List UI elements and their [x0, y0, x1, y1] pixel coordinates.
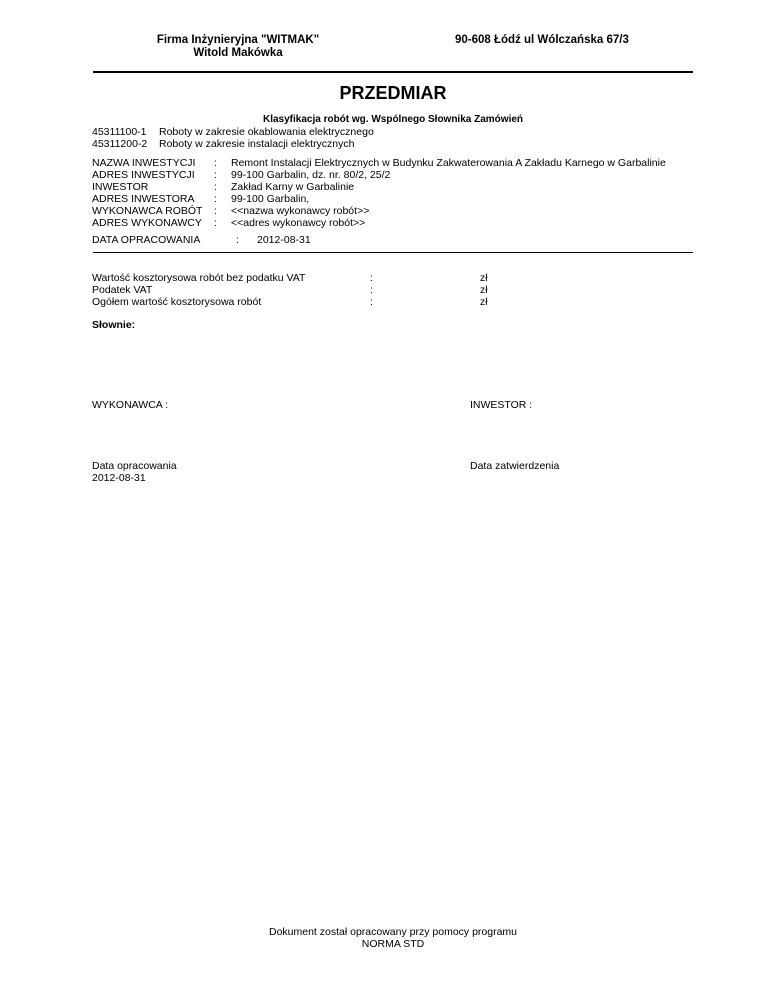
prep-date-value: 2012-08-31 [92, 472, 146, 484]
classification-label: Roboty w zakresie instalacji elektrycznych [159, 138, 355, 150]
approval-date-label: Data zatwierdzenia [470, 460, 560, 472]
info-colon: : [214, 193, 217, 205]
slownie-label: Słownie: [92, 319, 136, 331]
cost-colon: : [370, 272, 373, 284]
info-label: ADRES WYKONAWCY [92, 217, 202, 229]
investor-label: INWESTOR : [470, 399, 533, 411]
info-label: NAZWA INWESTYCJI [92, 157, 196, 169]
cost-colon: : [370, 296, 373, 308]
info-value: 99-100 Garbalin, [231, 193, 310, 205]
contractor-label: WYKONAWCA : [92, 399, 169, 411]
company-owner: Witold Makówka [193, 47, 283, 59]
classification-code: 45311100-1 [92, 126, 147, 138]
info-label: WYKONAWCA ROBÓT [92, 205, 203, 217]
info-colon: : [214, 157, 217, 169]
classification-code: 45311200-2 [92, 138, 148, 150]
info-colon: : [214, 181, 217, 193]
info-colon: : [214, 217, 217, 229]
company-address: 90-608 Łódź ul Wólczańska 67/3 [455, 34, 629, 46]
info-colon: : [214, 169, 217, 181]
info-value: <<adres wykonawcy robót>> [231, 217, 366, 229]
cost-label: Ogółem wartość kosztorysowa robót [92, 296, 262, 308]
info-value: Remont Instalacji Elektrycznych w Budynku Zakwaterowania A Zakładu Karnego w Garbalinie [231, 157, 666, 169]
cost-currency: zł [480, 284, 488, 296]
classification-heading: Klasyfikacja robót wg. Wspólnego Słownika Zamówień [262, 114, 524, 125]
header-divider [93, 71, 693, 73]
info-label: ADRES INWESTORA [92, 193, 195, 205]
info-divider [93, 252, 693, 253]
cost-colon: : [370, 284, 373, 296]
info-value: 99-100 Garbalin, dz. nr. 80/2, 25/2 [231, 169, 391, 181]
info-value: Zakład Karny w Garbalinie [231, 181, 355, 193]
cost-label: Wartość kosztorysowa robót bez podatku VAT [92, 272, 306, 284]
footer-program: NORMA STD [361, 938, 425, 950]
info-colon: : [214, 205, 217, 217]
date-colon: : [236, 234, 239, 246]
cost-currency: zł [480, 272, 488, 284]
page-title: PRZEDMIAR [339, 83, 447, 103]
info-label: ADRES INWESTYCJI [92, 169, 195, 181]
date-value: 2012-08-31 [257, 234, 311, 246]
cost-currency: zł [480, 296, 488, 308]
prep-date-label: Data opracowania [92, 460, 177, 472]
company-name: Firma Inżynieryjna "WITMAK" [156, 34, 320, 46]
cost-label: Podatek VAT [92, 284, 153, 296]
date-label: DATA OPRACOWANIA [92, 234, 201, 246]
info-label: INWESTOR [92, 181, 149, 193]
info-value: <<nazwa wykonawcy robót>> [231, 205, 370, 217]
footer-line: Dokument został opracowany przy pomocy programu [268, 926, 518, 938]
classification-label: Roboty w zakresie okablowania elektrycznego [159, 126, 374, 138]
